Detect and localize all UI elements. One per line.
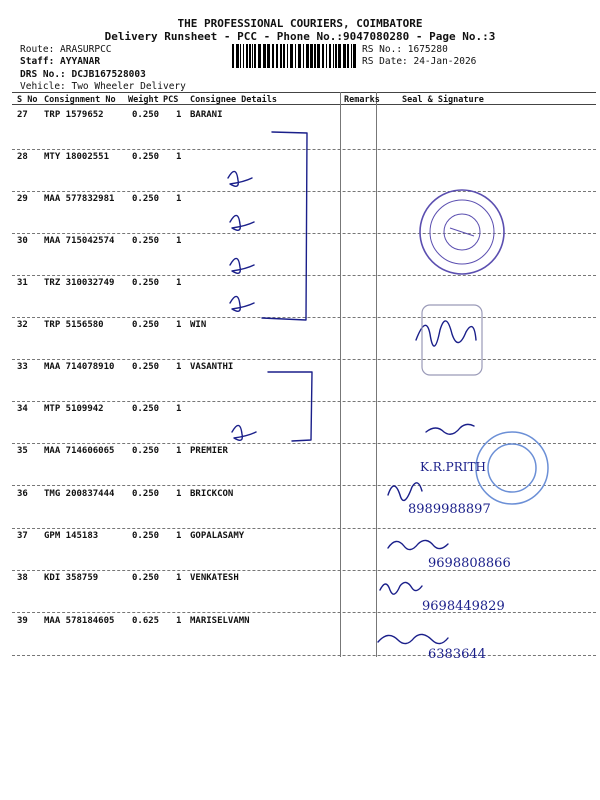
row-pcs: 1 [176, 194, 182, 204]
company-title: THE PROFESSIONAL COURIERS, COIMBATORE [177, 17, 423, 30]
row-consignment-no: KDI 358759 [44, 573, 99, 583]
col-weight: Weight [128, 95, 159, 105]
row-consignee: VENKATESH [190, 573, 239, 583]
signature-32 [416, 321, 476, 346]
row-separator [12, 191, 596, 192]
row-pcs: 1 [176, 320, 182, 330]
col-pcs: PCS [163, 95, 179, 105]
row-sno: 27 [17, 110, 28, 120]
barcode-image [232, 44, 356, 68]
row-pcs: 1 [176, 362, 182, 372]
runsheet-subtitle: Delivery Runsheet - PCC - Phone No.:9047080280 - Page No.:3 [104, 30, 496, 43]
row-consignment-no: MAA 578184605 [44, 616, 115, 626]
row-weight: 0.250 [132, 152, 160, 162]
col-consignee: Consignee Details [190, 95, 277, 105]
row-pcs: 1 [176, 489, 182, 499]
row-weight: 0.250 [132, 110, 160, 120]
row-separator [12, 359, 596, 360]
row-pcs: 1 [176, 446, 182, 456]
row-separator [12, 233, 596, 234]
row-consignee: GOPALASAMY [190, 531, 245, 541]
row-pcs: 1 [176, 110, 182, 120]
row-weight: 0.625 [132, 616, 160, 626]
row-weight: 0.250 [132, 194, 160, 204]
col-consignment: Consignment No [44, 95, 116, 105]
row-separator [12, 149, 596, 150]
row-sno: 34 [17, 404, 28, 414]
row-pcs: 1 [176, 152, 182, 162]
col-sno: S No [17, 95, 38, 105]
row-sno: 36 [17, 489, 28, 499]
row-consignee: BRICKCON [190, 489, 234, 499]
remarks-divider [340, 92, 341, 657]
row-separator [12, 443, 596, 444]
row-separator [12, 401, 596, 402]
row-weight: 0.250 [132, 531, 160, 541]
row-sno: 29 [17, 194, 28, 204]
col-remarks: Remarks [344, 95, 380, 105]
handwritten-phone-37: 9698808866 [428, 556, 511, 571]
signature-38 [380, 582, 422, 594]
ditto-mark-30 [230, 258, 254, 273]
rs-date: RS Date: 24-Jan-2026 [362, 56, 477, 67]
row-weight: 0.250 [132, 446, 160, 456]
company-stamp-32 [422, 305, 482, 375]
security-stamp [420, 190, 504, 274]
bracket-mark-2 [268, 372, 312, 441]
row-separator [12, 655, 596, 656]
row-consignee: PREMIER [190, 446, 228, 456]
row-separator [12, 485, 596, 486]
row-weight: 0.250 [132, 362, 160, 372]
handwritten-phone-36: 8989988897 [408, 502, 491, 517]
row-weight: 0.250 [132, 573, 160, 583]
row-consignment-no: MAA 577832981 [44, 194, 115, 204]
row-separator [12, 317, 596, 318]
drs-number: DRS No.: DCJB167528003 [20, 69, 146, 80]
seal-divider [376, 92, 377, 657]
ditto-mark-29 [230, 215, 254, 230]
row-consignment-no: MAA 714078910 [44, 362, 115, 372]
row-sno: 35 [17, 446, 28, 456]
signature-39 [378, 634, 448, 643]
row-sno: 31 [17, 278, 28, 288]
staff-label: Staff: AYYANAR [20, 56, 101, 67]
signature-34 [426, 424, 474, 434]
row-consignment-no: TRP 5156580 [44, 320, 104, 330]
ditto-mark-31 [230, 296, 254, 311]
row-consignment-no: MTP 5109942 [44, 404, 104, 414]
row-weight: 0.250 [132, 320, 160, 330]
bracket-mark [262, 132, 307, 320]
row-pcs: 1 [176, 531, 182, 541]
row-sno: 33 [17, 362, 28, 372]
row-consignee: MARISELVAMN [190, 616, 250, 626]
ditto-mark-34 [232, 425, 256, 440]
col-seal-signature: Seal & Signature [402, 95, 484, 105]
row-sno: 32 [17, 320, 28, 330]
row-weight: 0.250 [132, 489, 160, 499]
row-consignment-no: MTY 18002551 [44, 152, 110, 162]
row-separator [12, 612, 596, 613]
row-pcs: 1 [176, 278, 182, 288]
row-sno: 28 [17, 152, 28, 162]
row-sno: 38 [17, 573, 28, 583]
row-separator [12, 528, 596, 529]
row-separator [12, 275, 596, 276]
row-consignee: VASANTHI [190, 362, 234, 372]
row-weight: 0.250 [132, 236, 160, 246]
signature-37 [388, 540, 448, 549]
row-weight: 0.250 [132, 404, 160, 414]
row-pcs: 1 [176, 404, 182, 414]
row-consignment-no: TRP 1579652 [44, 110, 104, 120]
row-consignment-no: TRZ 310032749 [44, 278, 115, 288]
route-label: Route: ARASURPCC [20, 44, 112, 55]
row-weight: 0.250 [132, 278, 160, 288]
row-consignment-no: TMG 200837444 [44, 489, 115, 499]
handwritten-name-35: K.R.PRITH [420, 460, 486, 474]
row-consignment-no: MAA 714606065 [44, 446, 115, 456]
row-consignment-no: MAA 715042574 [44, 236, 115, 246]
vehicle-label: Vehicle: Two Wheeler Delivery [20, 81, 186, 92]
rs-number: RS No.: 1675280 [362, 44, 448, 55]
row-consignee: WIN [190, 320, 207, 330]
handwritten-phone-39: 6383644 [428, 647, 486, 662]
row-sno: 39 [17, 616, 28, 626]
row-consignee: BARANI [190, 110, 223, 120]
row-consignment-no: GPM 145183 [44, 531, 99, 541]
row-pcs: 1 [176, 236, 182, 246]
row-sno: 37 [17, 531, 28, 541]
row-pcs: 1 [176, 573, 182, 583]
row-sno: 30 [17, 236, 28, 246]
row-pcs: 1 [176, 616, 182, 626]
handwritten-phone-38: 9698449829 [422, 599, 505, 614]
ditto-mark-28 [228, 171, 252, 186]
